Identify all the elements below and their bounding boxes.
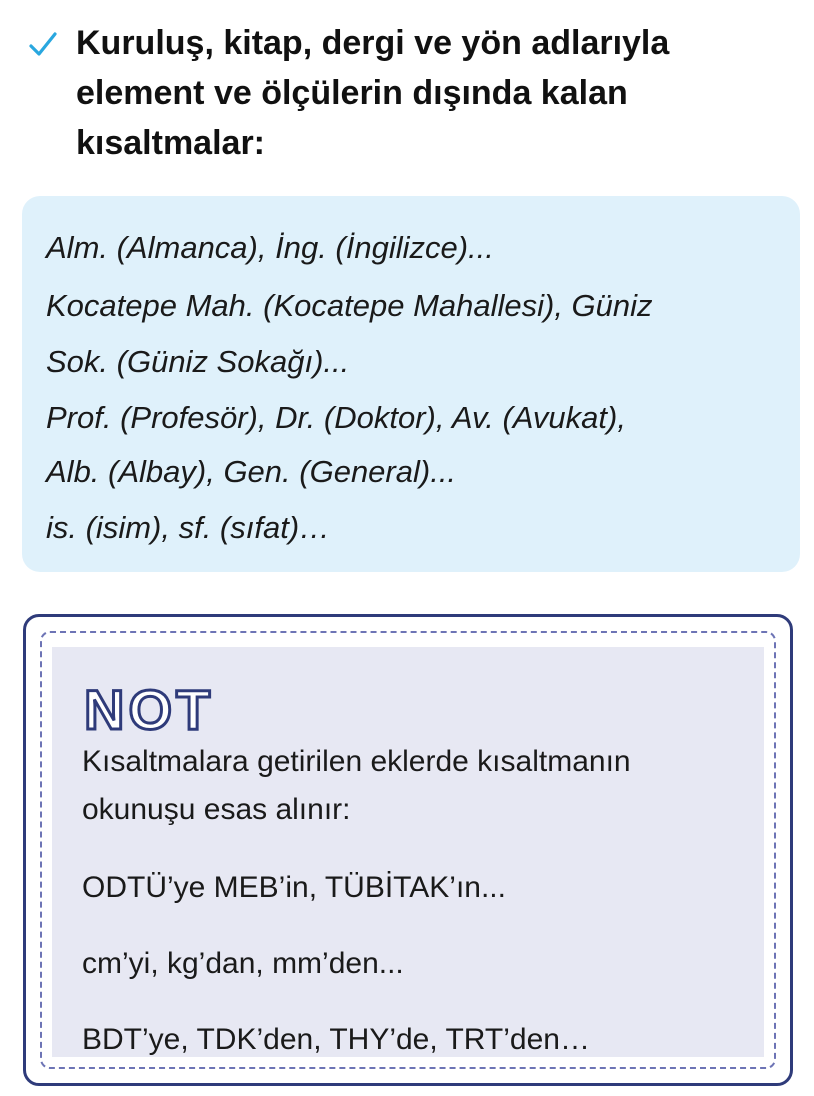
example-line: Sok. (Güniz Sokağı)... <box>46 344 350 379</box>
example-line: Kocatepe Mah. (Kocatepe Mahallesi), Güniz <box>46 288 653 323</box>
note-title <box>82 677 242 737</box>
examples-box <box>22 196 800 572</box>
example-line: Prof. (Profesör), Dr. (Doktor), Av. (Avukat), <box>46 400 626 435</box>
note-line: BDT’ye, TDK’den, THY’de, TRT’den… <box>82 1023 590 1056</box>
heading-line: Kuruluş, kitap, dergi ve yön adlarıyla <box>76 24 670 62</box>
note-content <box>52 647 764 1057</box>
note-box <box>23 614 793 1086</box>
heading-text <box>76 18 776 168</box>
note-line: cm’yi, kg’dan, mm’den... <box>82 947 404 980</box>
example-line: is. (isim), sf. (sıfat)… <box>46 510 331 545</box>
check-icon <box>26 28 60 62</box>
note-line: ODTÜ’ye MEB’in, TÜBİTAK’ın... <box>82 871 506 904</box>
heading-line: kısaltmalar: <box>76 124 265 162</box>
rule-heading <box>20 18 800 178</box>
example-line: Alb. (Albay), Gen. (General)... <box>46 454 457 489</box>
svg-text:NOT: NOT <box>84 678 215 737</box>
note-line: okunuşu esas alınır: <box>82 793 351 826</box>
example-line: Alm. (Almanca), İng. (İngilizce)... <box>46 230 494 265</box>
heading-line: element ve ölçülerin dışında kalan <box>76 74 628 112</box>
note-line: Kısaltmalara getirilen eklerde kısaltmanın <box>82 745 631 778</box>
